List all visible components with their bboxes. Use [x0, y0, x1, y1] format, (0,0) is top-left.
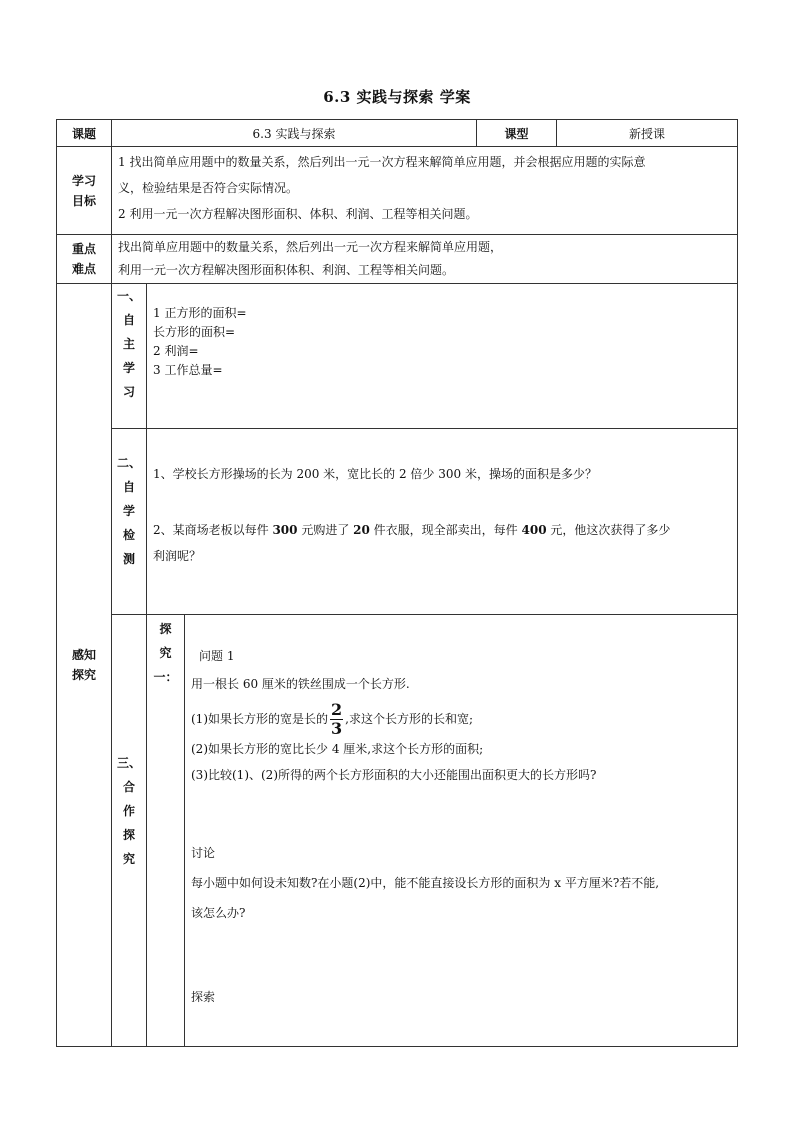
self-study-item: 长方形的面积= — [153, 325, 236, 339]
discuss-title: 讨论 — [191, 846, 216, 860]
keypoint-line-1: 找出简单应用题中的数量关系，然后列出一元一次方程来解简单应用题， — [118, 240, 503, 254]
goal-line-3: 2 利用一元一次方程解决图形面积、体积、利润、工程等相关问题。 — [118, 207, 478, 221]
goals-label: 学习 目标 — [57, 147, 112, 235]
explore-one-label: 探 究 一： — [147, 615, 185, 1047]
self-study-label: 一、 自 主 学 习 — [112, 284, 147, 429]
problem-intro: 用一根长 60 厘米的铁丝围成一个长方形. — [191, 677, 410, 691]
lesson-plan-table — [56, 119, 738, 1047]
problem-q1: (1)如果长方形的宽是长的 $\frac{2}{3}$ ,求这个长方形的长和宽; — [191, 700, 473, 738]
problem-q2: (2)如果长方形的宽比长少 4 厘米,求这个长方形的面积; — [191, 742, 484, 756]
keypoints-label: 重点 难点 — [57, 235, 112, 284]
goal-line-1: 1 找出简单应用题中的数量关系，然后列出一元一次方程来解简单应用题，并会根据应用题的实际意 — [118, 155, 646, 169]
keypoints-row — [57, 235, 738, 284]
self-study-item: 3 工作总量= — [153, 363, 223, 377]
self-check-row — [57, 429, 738, 615]
coop-row — [57, 615, 738, 1047]
topic-row — [57, 120, 738, 147]
self-study-content — [147, 284, 738, 429]
goals-row — [57, 147, 738, 235]
type-value: 新授课 — [557, 120, 738, 147]
self-check-content — [147, 429, 738, 615]
self-check-question-2-cont: 利润呢？ — [153, 549, 202, 563]
self-check-question-1: 1、学校长方形操场的长为 200 米，宽比长的 2 倍少 300 米，操场的面积是多少？ — [153, 467, 597, 481]
type-label: 课型 — [477, 120, 557, 147]
self-study-item: 1 正方形的面积= — [153, 306, 247, 320]
self-check-label: 二、 自 学 检 测 — [112, 429, 147, 615]
goals-content — [112, 147, 738, 235]
problem-title: 问题 1 — [199, 649, 235, 663]
keypoint-line-2: 利用一元一次方程解决图形面积体积、利润、工程等相关问题。 — [118, 263, 455, 277]
perceive-explore-label: 感知 探究 — [57, 284, 112, 1047]
discuss-line-1: 每小题中如何设未知数?在小题(2)中，能不能直接设长方形的面积为 x 平方厘米?若不能, — [191, 876, 660, 890]
topic-value: 6.3 实践与探索 — [112, 120, 477, 147]
self-study-item: 2 利润= — [153, 344, 199, 358]
self-study-row — [57, 284, 738, 429]
explore-one-content — [185, 615, 738, 1047]
fraction-two-thirds: $\frac{2}{3}$ — [331, 700, 343, 738]
keypoints-content — [112, 235, 738, 284]
self-check-question-2: 2、某商场老板以每件 300 元购进了 20 件衣服，现全部卖出，每件 400 元，他这次获得了多少 — [153, 523, 671, 537]
explore-title: 探索 — [191, 990, 216, 1004]
document-title: 6.3 实践与探索 学案 — [323, 88, 471, 106]
problem-q3: (3)比较(1)、(2)所得的两个长方形面积的大小还能围出面积更大的长方形吗? — [191, 768, 597, 782]
discuss-line-2: 该怎么办? — [191, 906, 246, 920]
coop-label: 三、 合 作 探 究 — [112, 615, 147, 1047]
topic-label: 课题 — [57, 120, 112, 147]
goal-line-2: 义，检验结果是否符合实际情况。 — [118, 181, 299, 195]
